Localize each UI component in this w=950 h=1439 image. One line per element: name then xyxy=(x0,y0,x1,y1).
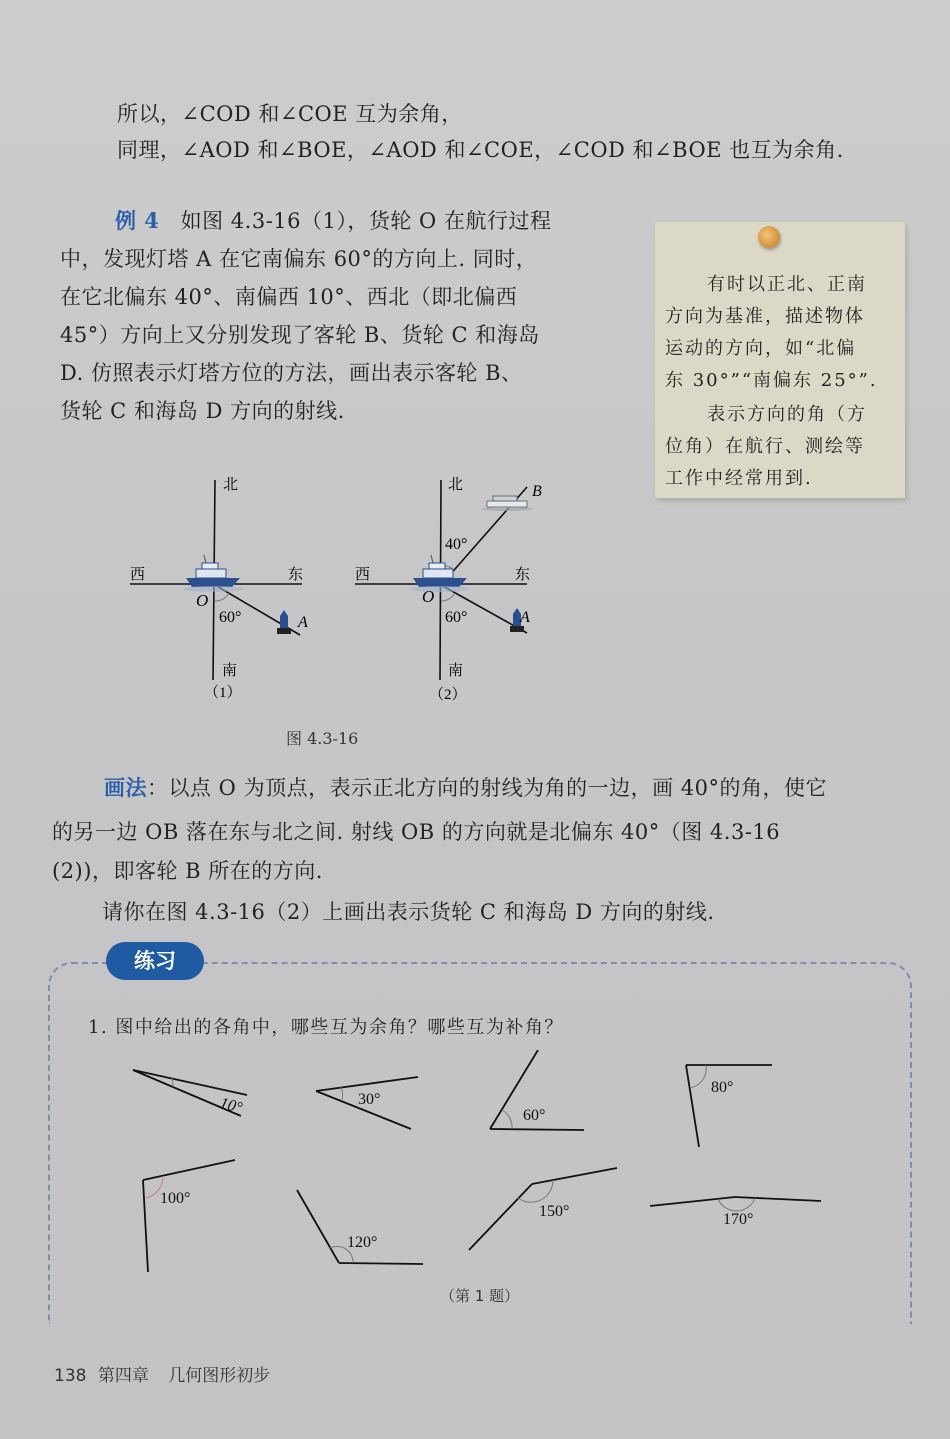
angle-label-120: 120° xyxy=(347,1234,378,1251)
top-text-line-1: 所以，∠COD 和∠COE 互为余角， xyxy=(117,102,463,126)
label-south: 南 xyxy=(448,663,464,679)
example-line-4: 45°）方向上又分别发现了客轮 B、货轮 C 和海岛 xyxy=(60,323,540,347)
label-east: 东 xyxy=(515,567,531,583)
cargo-ship-icon xyxy=(183,555,243,592)
method-task: 请你在图 4.3-16（2）上画出表示货轮 C 和海岛 D 方向的射线. xyxy=(102,900,715,924)
figure-panel-1 xyxy=(120,465,340,715)
exercise-tag: 练习 xyxy=(106,942,204,980)
note-line-5: 表示方向的角（方 xyxy=(707,404,867,425)
chapter-title: 几何图形初步 xyxy=(168,1366,271,1386)
label-north: 北 xyxy=(448,477,464,493)
note-line-7: 工作中经常用到. xyxy=(665,468,813,489)
angle-label-60: 60° xyxy=(523,1107,546,1124)
top-text-line-2: 同理，∠AOD 和∠BOE，∠AOD 和∠COE，∠COD 和∠BOE 也互为余角. xyxy=(117,138,844,162)
label-east: 东 xyxy=(288,567,304,583)
exercise-caption: （第 1 题） xyxy=(440,1287,520,1305)
label-angle-40: 40° xyxy=(445,536,468,553)
exercise-question: 1. 图中给出的各角中，哪些互为余角？哪些互为补角？ xyxy=(88,1017,564,1038)
example-label: 例 4 xyxy=(115,208,160,233)
example-line-5: D. 仿照表示灯塔方位的方法，画出表示客轮 B、 xyxy=(60,361,523,385)
label-angle-60: 60° xyxy=(445,609,468,626)
figure-panel-2 xyxy=(345,465,565,715)
label-point-a: A xyxy=(520,609,530,626)
method-label: 画法 xyxy=(104,775,147,800)
label-north: 北 xyxy=(223,477,239,493)
method-line-1 xyxy=(104,772,827,802)
method-text-1: ：以点 O 为顶点，表示正北方向的射线为角的一边，画 40°的角，使它 xyxy=(147,776,827,800)
angle-label-30: 30° xyxy=(358,1091,381,1108)
note-line-1: 有时以正北、正南 xyxy=(707,274,867,295)
chapter-label: 第四章 xyxy=(97,1366,149,1386)
example-line-3: 在它北偏东 40°、南偏西 10°、西北（即北偏西 xyxy=(60,285,518,309)
panel-2-label: （2） xyxy=(429,687,467,703)
label-point-b: B xyxy=(532,483,542,500)
method-line-2: 的另一边 OB 落在东与北之间. 射线 OB 的方向就是北偏东 40°（图 4.3-16 xyxy=(52,820,781,844)
angle-label-150: 150° xyxy=(539,1203,570,1220)
angle-label-100: 100° xyxy=(160,1190,191,1207)
example-line-1: 如图 4.3-16（1），货轮 O 在航行过程 xyxy=(180,209,552,233)
angle-label-170: 170° xyxy=(723,1211,754,1228)
note-line-4: 东 30°”“南偏东 25°”. xyxy=(665,370,878,391)
label-west: 西 xyxy=(130,567,146,583)
method-line-3: (2))，即客轮 B 所在的方向. xyxy=(52,859,323,883)
note-line-6: 位角）在航行、测绘等 xyxy=(665,436,865,457)
label-point-a: A xyxy=(298,614,308,631)
pushpin-icon xyxy=(758,226,780,248)
label-south: 南 xyxy=(222,663,238,679)
panel-1-label: （1） xyxy=(204,685,242,701)
example-line-2: 中，发现灯塔 A 在它南偏东 60°的方向上. 同时， xyxy=(60,247,538,271)
page-footer xyxy=(54,1361,270,1386)
example-line-6: 货轮 C 和海岛 D 方向的射线. xyxy=(60,399,345,423)
angle-label-10: 10° xyxy=(218,1094,245,1117)
note-line-2: 方向为基准，描述物体 xyxy=(665,306,865,327)
label-west: 西 xyxy=(355,567,371,583)
label-angle-60: 60° xyxy=(219,609,242,626)
note-line-3: 运动的方向，如“北偏 xyxy=(665,338,857,359)
passenger-ship-icon xyxy=(481,496,533,511)
side-note-card xyxy=(655,222,905,498)
page-number: 138 xyxy=(54,1366,87,1386)
figure-caption: 图 4.3-16 xyxy=(286,729,359,748)
exercise-angles-figure xyxy=(100,1050,860,1280)
label-origin: O xyxy=(422,587,435,606)
label-origin: O xyxy=(196,591,209,610)
angle-label-80: 80° xyxy=(711,1079,734,1096)
